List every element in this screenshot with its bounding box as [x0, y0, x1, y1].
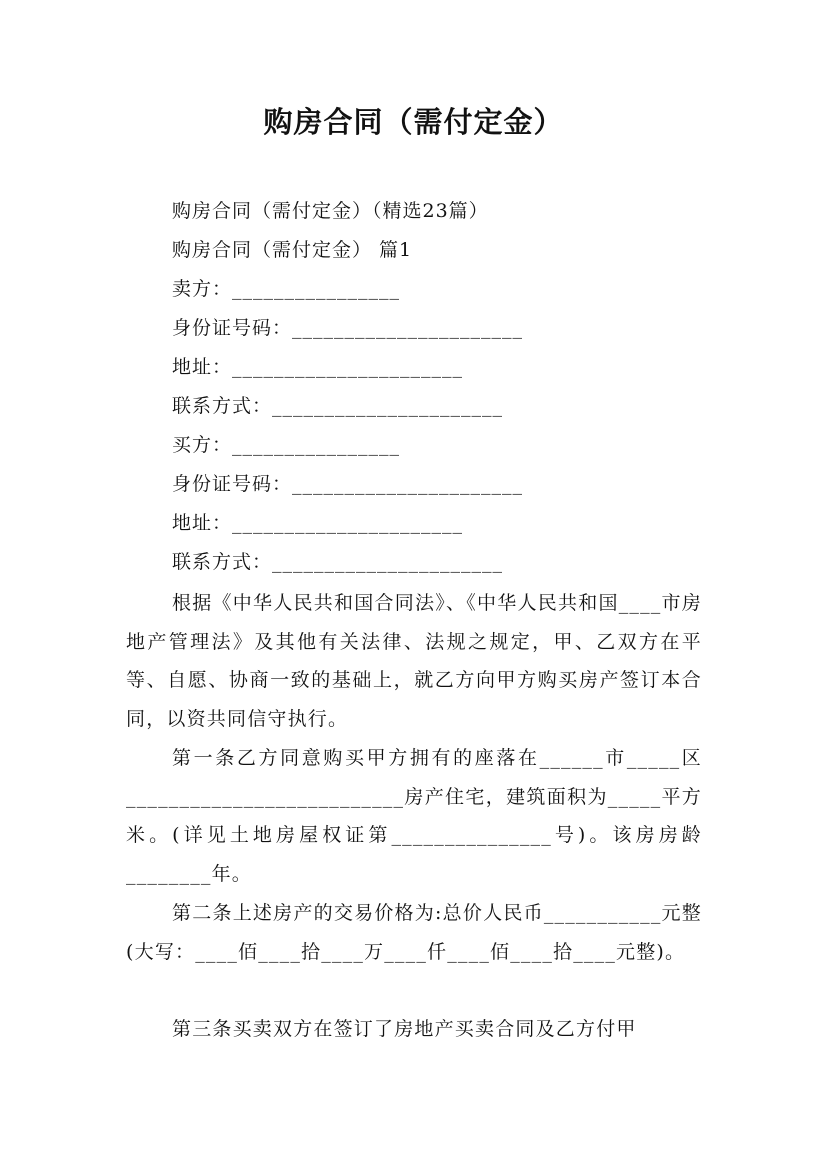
seller-id-line: 身份证号码：______________________ [172, 317, 524, 339]
article-3-paragraph [126, 1010, 702, 1049]
document-subtitle: 购房合同（需付定金）（精选23篇） [172, 200, 489, 222]
buyer-contact-line: 联系方式：______________________ [172, 551, 504, 573]
seller-contact-line: 联系方式：______________________ [172, 395, 504, 417]
document-title: 购房合同（需付定金） [263, 105, 564, 139]
article-2-text: 第二条上述房产的交易价格为:总价人民币___________元整(大写：____佰____拾____万____仟____佰____拾____元整)。 [126, 902, 702, 963]
buyer-address-line: 地址：______________________ [172, 512, 464, 534]
section-heading: 购房合同（需付定金） 篇1 [172, 239, 413, 261]
preamble-text: 根据《中华人民共和国合同法》、《中华人民共和国____市房地产管理法》及其他有关法律、法规之规定，甲、乙双方在平等、自愿、协商一致的基础上，就乙方向甲方购买房产签订本合同，以资共同信守执行。 [126, 592, 702, 730]
article-1-text: 第一条乙方同意购买甲方拥有的座落在______市_____区__________________________房产住宅，建筑面积为_____平方米。(详见土地房屋权证第_______________号)。该房房龄________年。 [126, 747, 702, 885]
article-1-paragraph [126, 739, 702, 893]
buyer-id-line: 身份证号码：______________________ [172, 473, 524, 495]
seller-address-line: 地址：______________________ [172, 356, 464, 378]
article-2-paragraph [126, 894, 702, 971]
preamble-paragraph [126, 584, 702, 738]
article-3-text: 第三条买卖双方在签订了房地产买卖合同及乙方付甲 [172, 1018, 637, 1040]
buyer-name-line: 买方：________________ [172, 434, 401, 456]
seller-name-line: 卖方：________________ [172, 278, 401, 300]
